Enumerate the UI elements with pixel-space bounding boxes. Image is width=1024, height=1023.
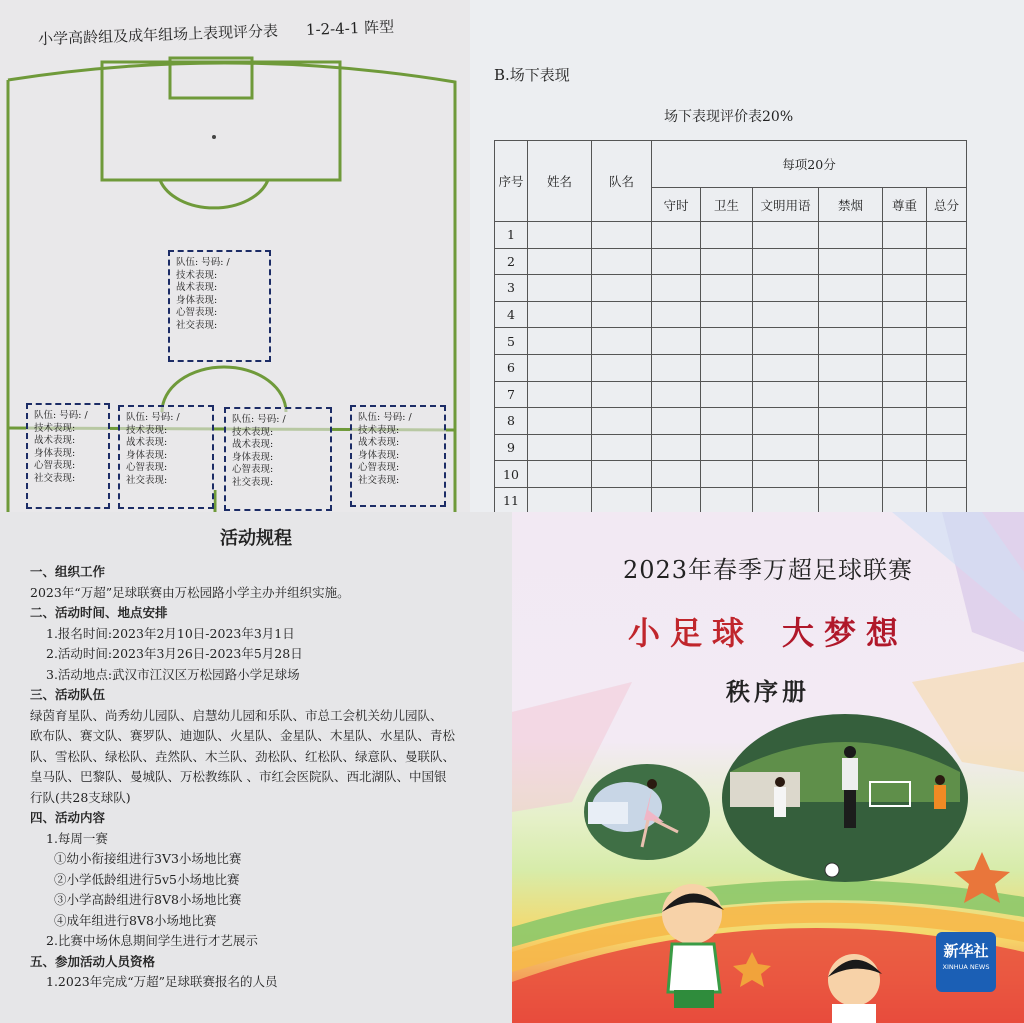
table-cell — [528, 381, 592, 408]
table-cell — [701, 248, 753, 275]
evaluation-table — [494, 140, 967, 512]
cover-subtitle: 秩序册 — [726, 677, 810, 706]
pitch-scoring-sheet — [0, 0, 470, 512]
row-index: 5 — [495, 328, 528, 355]
header-hygiene: 卫生 — [701, 188, 753, 222]
header-index: 序号 — [495, 141, 528, 222]
rules-line: 1.2023年完成“万超”足球联赛报名的人员 — [46, 974, 278, 989]
table-cell — [528, 328, 592, 355]
table-cell — [592, 248, 652, 275]
rules-section-heading: 五、参加活动人员资格 — [30, 953, 156, 969]
rules-line: 皇马队、巴黎队、曼城队、万松教练队 、市红会医院队、西北湖队、中国银 — [30, 769, 447, 784]
table-cell — [701, 381, 753, 408]
football-photo — [720, 712, 970, 884]
table-cell — [701, 275, 753, 302]
table-row — [495, 328, 967, 355]
rules-line: 2.比赛中场休息期间学生进行才艺展示 — [46, 933, 258, 948]
table-cell — [819, 354, 883, 381]
table-cell — [883, 328, 927, 355]
table-cell — [652, 434, 701, 461]
formation-label: 1-2-4-1 阵型 — [305, 17, 395, 39]
row-index: 6 — [495, 354, 528, 381]
table-cell — [927, 434, 967, 461]
header-team: 队名 — [592, 141, 652, 222]
table-cell — [883, 275, 927, 302]
table-cell — [528, 354, 592, 381]
table-cell — [592, 328, 652, 355]
table-cell — [592, 487, 652, 512]
header-respect: 尊重 — [883, 188, 927, 222]
table-cell — [701, 222, 753, 249]
table-cell — [701, 487, 753, 512]
table-cell — [753, 487, 819, 512]
offfield-evaluation-page — [470, 0, 1024, 512]
rules-section-heading: 一、组织工作 — [30, 564, 106, 579]
rules-line: ①幼小衔接组进行3V3小场地比赛 — [54, 851, 242, 866]
table-row — [495, 275, 967, 302]
table-cell — [652, 301, 701, 328]
table-cell — [883, 248, 927, 275]
table-cell — [652, 248, 701, 275]
table-cell — [753, 328, 819, 355]
row-index: 3 — [495, 275, 528, 302]
table-cell — [701, 408, 753, 435]
slogan-part-b: 大梦想 — [782, 614, 909, 652]
table-cell — [883, 381, 927, 408]
table-cell — [652, 408, 701, 435]
header-each: 每项20分 — [652, 141, 967, 188]
table-cell — [701, 328, 753, 355]
row-index: 4 — [495, 301, 528, 328]
table-cell — [528, 487, 592, 512]
table-cell — [927, 381, 967, 408]
table-cell — [753, 248, 819, 275]
table-cell — [819, 408, 883, 435]
table-cell — [528, 461, 592, 488]
table-cell — [819, 434, 883, 461]
row-index: 10 — [495, 461, 528, 488]
table-row — [495, 434, 967, 461]
table-cell — [883, 354, 927, 381]
table-cell — [652, 328, 701, 355]
table-cell — [592, 222, 652, 249]
table-cell — [652, 381, 701, 408]
table-cell — [927, 301, 967, 328]
player-box: 队伍: 号码: / 技术表现: 战术表现: 身体表现: 心智表现: 社交表现: — [168, 250, 271, 362]
table-cell — [819, 248, 883, 275]
row-index: 11 — [495, 487, 528, 512]
row-index: 9 — [495, 434, 528, 461]
table-cell — [753, 461, 819, 488]
table-cell — [652, 487, 701, 512]
rules-line: 3.活动地点:武汉市江汉区万松园路小学足球场 — [46, 666, 300, 682]
row-index: 8 — [495, 408, 528, 435]
header-punctual: 守时 — [652, 188, 701, 222]
table-cell — [753, 222, 819, 249]
row-index: 7 — [495, 381, 528, 408]
cover-title: 2023年春季万超足球联赛 — [622, 556, 914, 584]
header-name: 姓名 — [528, 141, 592, 222]
rules-line: 欧布队、赛文队、赛罗队、迪迦队、火星队、金星队、木星队、水星队、青松 — [30, 728, 456, 743]
table-cell — [883, 408, 927, 435]
table-row — [495, 301, 967, 328]
table-row — [495, 461, 967, 488]
rules-line: ③小学高龄组进行8V8小场地比赛 — [54, 892, 242, 907]
table-cell — [927, 222, 967, 249]
rules-section-heading: 四、活动内容 — [30, 810, 106, 825]
table-row — [495, 408, 967, 435]
table-cell — [819, 461, 883, 488]
table-row — [495, 354, 967, 381]
rules-line: 行队(共28支球队) — [30, 789, 131, 805]
rules-section-heading: 三、活动队伍 — [30, 687, 106, 702]
table-cell — [592, 275, 652, 302]
table-cell — [927, 487, 967, 512]
table-cell — [592, 461, 652, 488]
rules-line: 绿茵育星队、尚秀幼儿园队、启慧幼儿园和乐队、市总工会机关幼儿园队、 — [30, 707, 443, 723]
table-cell — [592, 434, 652, 461]
table-cell — [652, 354, 701, 381]
table-cell — [927, 461, 967, 488]
cover-slogan — [512, 608, 1024, 654]
table-cell — [927, 354, 967, 381]
rules-line: 2023年“万超”足球联赛由万松园路小学主办并组织实施。 — [30, 584, 350, 600]
rules-line: 1.每周一赛 — [46, 830, 108, 846]
table-cell — [592, 408, 652, 435]
table-cell — [753, 301, 819, 328]
table-cell — [753, 381, 819, 408]
skater-photo — [582, 762, 712, 862]
rules-body — [30, 562, 500, 993]
header-no-smoking: 禁烟 — [819, 188, 883, 222]
table-row — [495, 248, 967, 275]
table-cell — [528, 248, 592, 275]
rules-line: 2.活动时间:2023年3月26日-2023年5月28日 — [46, 646, 303, 661]
table-cell — [753, 408, 819, 435]
row-index: 1 — [495, 222, 528, 249]
table-cell — [819, 381, 883, 408]
table-cell — [652, 275, 701, 302]
activity-rules-page — [0, 512, 512, 1023]
table-cell — [528, 222, 592, 249]
table-cell — [592, 354, 652, 381]
booklet-cover — [512, 512, 1024, 1023]
table-cell — [753, 354, 819, 381]
table-cell — [652, 222, 701, 249]
table-cell — [528, 275, 592, 302]
table-caption: 场下表现评价表20% — [664, 109, 794, 125]
table-cell — [883, 487, 927, 512]
rules-line: ②小学低龄组进行5v5小场地比赛 — [54, 871, 240, 887]
rules-line: ④成年组进行8V8小场地比赛 — [54, 912, 217, 928]
xinhua-logo — [936, 932, 996, 992]
table-cell — [701, 301, 753, 328]
rules-section-heading: 二、活动时间、地点安排 — [30, 605, 168, 620]
table-cell — [701, 434, 753, 461]
table-cell — [927, 408, 967, 435]
player-box: 队伍: 号码: / 技术表现: 战术表现: 身体表现: 心智表现: 社交表现: — [350, 405, 446, 507]
logo-text-zh: 新华社 — [943, 942, 989, 960]
table-cell — [701, 461, 753, 488]
table-cell — [528, 434, 592, 461]
table-row — [495, 487, 967, 512]
table-cell — [753, 275, 819, 302]
table-cell — [927, 275, 967, 302]
slogan-part-a: 小足球 — [627, 614, 754, 652]
table-cell — [819, 487, 883, 512]
section-heading: B.场下表现 — [494, 66, 570, 84]
table-cell — [528, 301, 592, 328]
table-row — [495, 222, 967, 249]
table-cell — [819, 275, 883, 302]
table-cell — [592, 381, 652, 408]
rules-line: 队、雪松队、绿松队、垚然队、木兰队、劲松队、红松队、绿意队、曼联队、 — [30, 748, 456, 764]
header-total: 总分 — [927, 188, 967, 222]
table-cell — [927, 248, 967, 275]
table-cell — [701, 354, 753, 381]
table-cell — [927, 328, 967, 355]
logo-text-en: XINHUA NEWS — [942, 963, 990, 971]
table-cell — [819, 301, 883, 328]
table-row — [495, 381, 967, 408]
rules-line: 1.报名时间:2023年2月10日-2023年3月1日 — [46, 625, 295, 641]
table-cell — [652, 461, 701, 488]
header-civil-language: 文明用语 — [753, 188, 819, 222]
row-index: 2 — [495, 248, 528, 275]
table-cell — [819, 328, 883, 355]
table-cell — [819, 222, 883, 249]
sheet-title-text: 小学高龄组及成年组场上表现评分表 — [37, 21, 279, 49]
player-box: 队伍: 号码: / 技术表现: 战术表现: 身体表现: 心智表现: 社交表现: — [118, 405, 214, 509]
table-cell — [883, 434, 927, 461]
table-cell — [883, 301, 927, 328]
table-cell — [592, 301, 652, 328]
cartoon-children — [632, 882, 932, 1023]
table-cell — [753, 434, 819, 461]
table-cell — [883, 461, 927, 488]
player-box: 队伍: 号码: / 技术表现: 战术表现: 身体表现: 心智表现: 社交表现: — [224, 407, 332, 511]
player-box: 队伍: 号码: / 技术表现: 战术表现: 身体表现: 心智表现: 社交表现: — [26, 403, 110, 509]
table-cell — [528, 408, 592, 435]
rules-heading: 活动规程 — [220, 528, 292, 549]
table-cell — [883, 222, 927, 249]
